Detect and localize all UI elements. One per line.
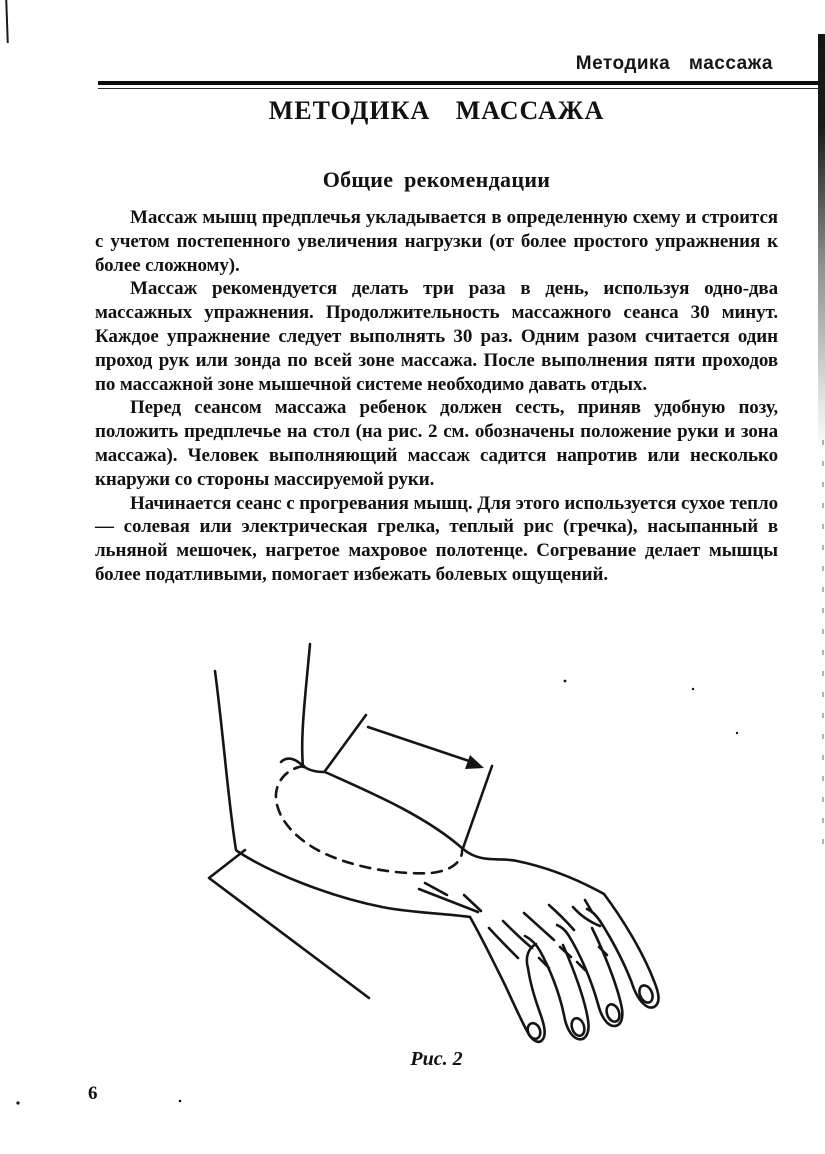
scan-speck [692,688,694,690]
paragraph: Начинается сеанс с прогревания мышц. Для этого используется сухое тепло — солевая или электрическая грелка, теплый рис (гречка), насыпанный в льняной мешочек, нагретое махровое полотенце. Согревание делает мышцы более податливыми, помогает избежать болевых ощущений. [95,492,778,585]
scan-speck [564,680,567,683]
hand-vein [503,921,532,948]
thumb-nail [525,1021,542,1040]
paragraph: Перед сеансом массажа ребенок должен сесть, приняв удобную позу, положить предплечье на стол (на рис. 2 см. обозначены положение руки и зона массажа). Человек выполняющий массаж садится напротив или несколько кнаружи со стороны массируемой руки. [95,397,778,490]
thumb-outline [505,968,545,1042]
massage-zone-dashed-outline [276,766,462,873]
direction-arrow-shaft [368,727,472,762]
zone-tick-right [462,766,492,851]
forearm-bottom-contour [237,851,470,917]
zone-tick-left [325,715,366,771]
hand-left-contour [470,917,505,985]
knuckle-notch [557,925,569,936]
forearm-top-contour [325,772,604,894]
running-header: Методика массажа [575,53,773,74]
paragraph: Массаж мышц предплечья укладывается в определенную схему и строится с учетом постепенного увеличения нагрузки (от более простого упражнения к более сложному). [95,207,778,276]
table-edge [209,850,369,998]
page-number: 6 [88,1083,98,1104]
scan-speck [179,1100,182,1103]
upper-arm-right-contour [302,644,310,767]
upper-arm-left-contour [215,671,236,850]
scan-speck [736,732,738,734]
figure-caption: Рис. 2 [410,1048,463,1070]
scan-speck [16,1101,19,1104]
finger-nail [604,1002,621,1023]
hand-vein [524,913,554,940]
paragraph: Массаж рекомендуется делать три раза в день, используя одно-два массажных упражнения. Продолжительность массажного сеанса 30 минут. Каждое упражнение следует выполнять 30 раз. Одним разом считается один проход рук или зонда по всей зоне массажа. После выполнения пяти проходов по массажной зоне мышечной системе необходимо давать отдых. [95,278,778,395]
page-title: МЕТОДИКА МАССАЖА [268,96,605,125]
direction-arrow-head [465,755,484,769]
section-heading: Общие рекомендации [322,167,551,192]
